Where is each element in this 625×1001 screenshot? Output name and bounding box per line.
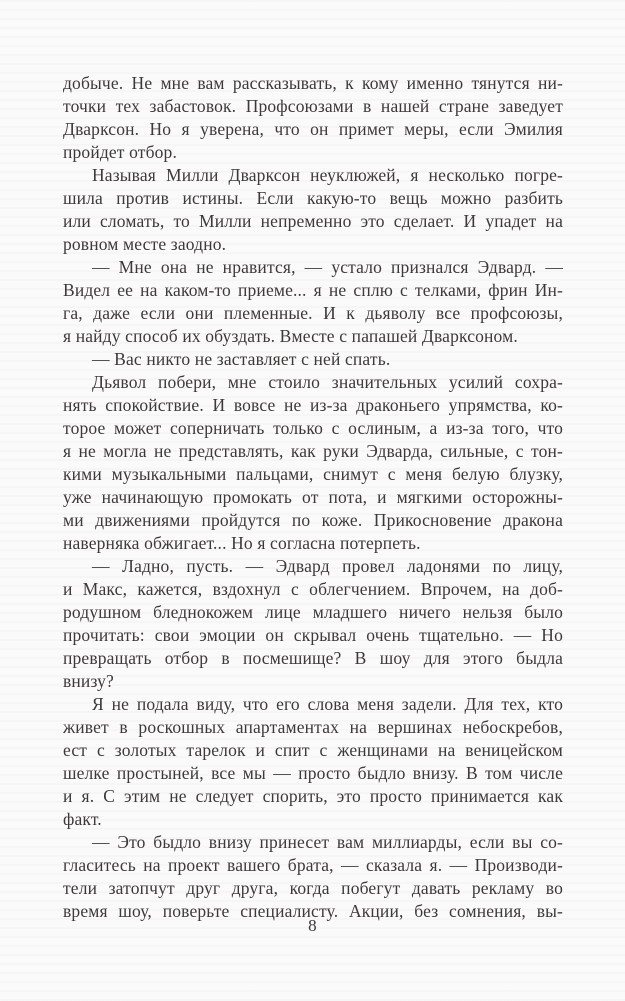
- text-line: тели затопчут друг друга, когда побегут давать рекламу во: [63, 878, 563, 898]
- text-line: Дварксон. Но я уверена, что он примет меры, если Эмилия: [63, 119, 563, 139]
- text-line: родушном бледнокожем лице младшего ничего нельзя было: [63, 602, 563, 622]
- text-line: превращать отбор в посмешище? В шоу для этого быдла: [63, 648, 563, 668]
- text-line: — Вас никто не заставляет с ней спать.: [92, 349, 391, 369]
- text-line: живет в роскошных апартаментах на вершинах небоскребов,: [63, 717, 563, 737]
- text-line: или сломать, то Милли непременно это сделает. И упадет на: [63, 211, 563, 231]
- paragraph: [63, 72, 563, 164]
- paragraph: [63, 693, 563, 831]
- text-line: наверняка обжигает... Но я согласна потерпеть.: [63, 533, 421, 553]
- text-line: — Ладно, пусть. — Эдвард провел ладонями по лицу,: [92, 556, 563, 576]
- text-line: Дьявол побери, мне стоило значительных усилий сохра-: [92, 372, 563, 392]
- text-line: прочитать: свои эмоции он скрывал очень тщательно. — Но: [63, 625, 563, 645]
- paragraph: [63, 555, 563, 693]
- paragraph: [63, 256, 563, 348]
- text-line: факт.: [63, 809, 102, 829]
- text-line: Я не подала виду, что его слова меня задели. Для тех, кто: [92, 694, 563, 714]
- text-line: — Мне она не нравится, — устало признался Эдвард. —: [92, 257, 563, 277]
- paragraph: [63, 371, 563, 555]
- text-line: уже начинающую промокать от пота, и мягкими осторожны-: [63, 487, 563, 507]
- text-line: шила против истины. Если какую-то вещь можно разбить: [63, 188, 563, 208]
- text-line: добыче. Не мне вам рассказывать, к кому именно тянутся ни-: [63, 73, 563, 93]
- page-text: [63, 72, 563, 923]
- text-line: и Макс, кажется, вздохнул с облегчением. Впрочем, на доб-: [63, 579, 563, 599]
- paragraph: [63, 831, 563, 923]
- text-line: Называя Милли Дварксон неуклюжей, я несколько погре-: [92, 165, 563, 185]
- text-line: ми движениями пройдутся по коже. Прикосновение дракона: [63, 510, 563, 530]
- text-line: га, даже если они племенные. И к дьяволу все профсоюзы,: [63, 303, 563, 323]
- text-line: кими музыкальными пальцами, снимут с меня белую блузку,: [63, 464, 563, 484]
- text-line: нять спокойствие. И вовсе не из-за драконьего упрямства, ко-: [63, 395, 563, 415]
- text-line: Видел ее на каком-то приеме... я не сплю с телками, фрин Ин-: [63, 280, 563, 300]
- paragraph: [63, 164, 563, 256]
- page-number: 8: [308, 916, 317, 935]
- text-line: я найду способ их обуздать. Вместе с папашей Дварксоном.: [63, 326, 518, 346]
- text-line: время шоу, поверьте специалисту. Акции, без сомнения, вы-: [63, 901, 563, 921]
- text-line: и я. С этим не следует спорить, это просто принимается как: [63, 786, 563, 806]
- text-line: я не могла не представлять, как руки Эдварда, сильные, с тон-: [63, 441, 563, 461]
- text-line: пройдет отбор.: [63, 142, 177, 162]
- paragraph: [63, 348, 563, 371]
- text-line: внизу?: [63, 671, 114, 691]
- text-line: ровном месте заодно.: [63, 234, 227, 254]
- text-line: — Это быдло внизу принесет вам миллиарды, если вы со-: [92, 832, 563, 852]
- text-line: торое может соперничать только с ослиным, а из-за того, что: [63, 418, 563, 438]
- text-line: шелке простыней, все мы — просто быдло внизу. В том числе: [63, 763, 563, 783]
- text-line: точки тех забастовок. Профсоюзами в нашей стране заведует: [63, 96, 563, 116]
- text-line: ест с золотых тарелок и спит с женщинами на веницейском: [63, 740, 563, 760]
- text-line: гласитесь на проект вашего брата, — сказала я. — Производи-: [63, 855, 563, 875]
